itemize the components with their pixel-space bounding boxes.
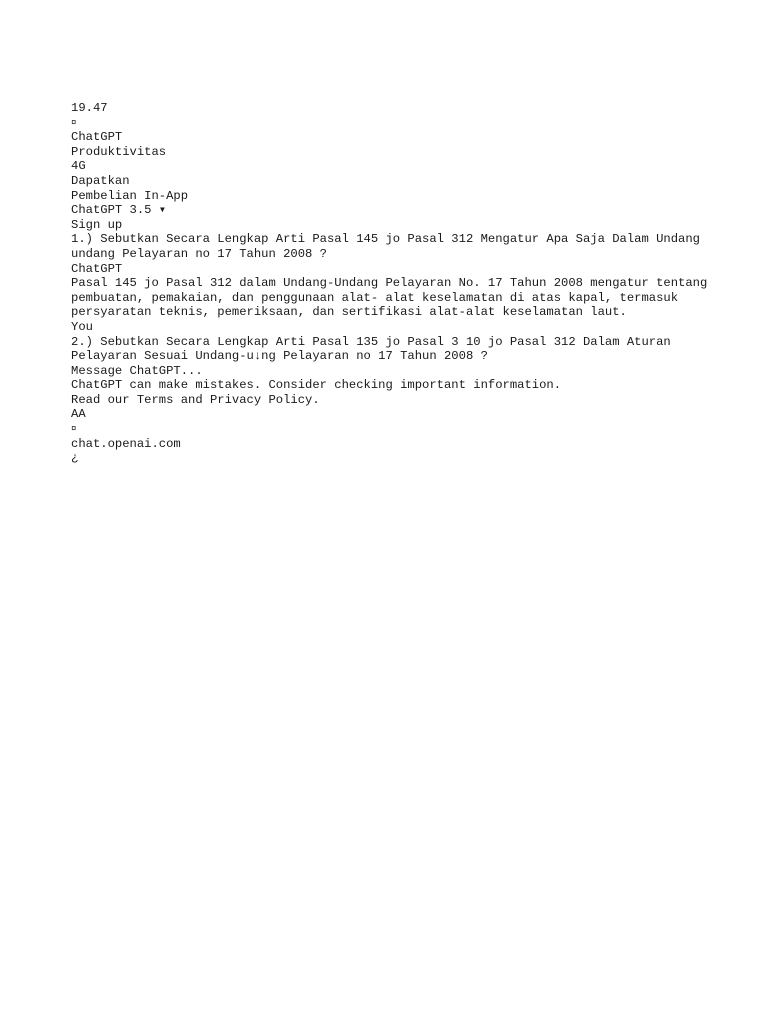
user-message-1: 1.) Sebutkan Secara Lengkap Arti Pasal 145 jo Pasal 312 Mengatur Apa Saja Dalam Undang undang Pelayaran no 17 Tahun 2008 ?	[71, 232, 708, 261]
screenshot-text-dump	[71, 101, 715, 466]
message-input[interactable]: Message ChatGPT...	[71, 363, 203, 378]
status-icon: ¤	[71, 117, 77, 128]
model-selector[interactable]: ChatGPT 3.5 ▾	[71, 203, 167, 218]
user-name: You	[71, 319, 93, 334]
assistant-message-1: Pasal 145 jo Pasal 312 dalam Undang-Undang Pelayaran No. 17 Tahun 2008 mengatur tentang pembuatan, pemakaian, dan penggunaan alat- alat keselamatan di atas kapal, termasuk persyaratan teknis, pemeriksaan, dan sertifikasi alat-alat keselamatan laut.	[71, 276, 715, 320]
app-category: Produktivitas	[71, 144, 167, 159]
status-time: 19.47	[71, 101, 108, 115]
terms-link[interactable]: Read our Terms and Privacy Policy.	[71, 392, 320, 407]
network-indicator: 4G	[71, 159, 86, 174]
user-message-2: 2.) Sebutkan Secara Lengkap Arti Pasal 135 jo Pasal 3 10 jo Pasal 312 Dalam Aturan Pelayaran Sesuai Undang-u↓ng Pelayaran no 17 Tahun 2008 ?	[71, 334, 679, 364]
get-app-button[interactable]: Dapatkan	[71, 173, 130, 188]
sign-up-button[interactable]: Sign up	[71, 217, 123, 232]
reload-icon[interactable]: ¿	[71, 451, 79, 466]
app-name: ChatGPT	[71, 130, 123, 145]
disclaimer-text: ChatGPT can make mistakes. Consider checking important information.	[71, 378, 562, 393]
assistant-name: ChatGPT	[71, 261, 123, 276]
text-size-button[interactable]: AA	[71, 407, 86, 422]
lock-icon: ¤	[71, 424, 77, 435]
address-bar-url[interactable]: chat.openai.com	[71, 436, 181, 451]
in-app-purchase-label: Pembelian In-App	[71, 188, 189, 203]
